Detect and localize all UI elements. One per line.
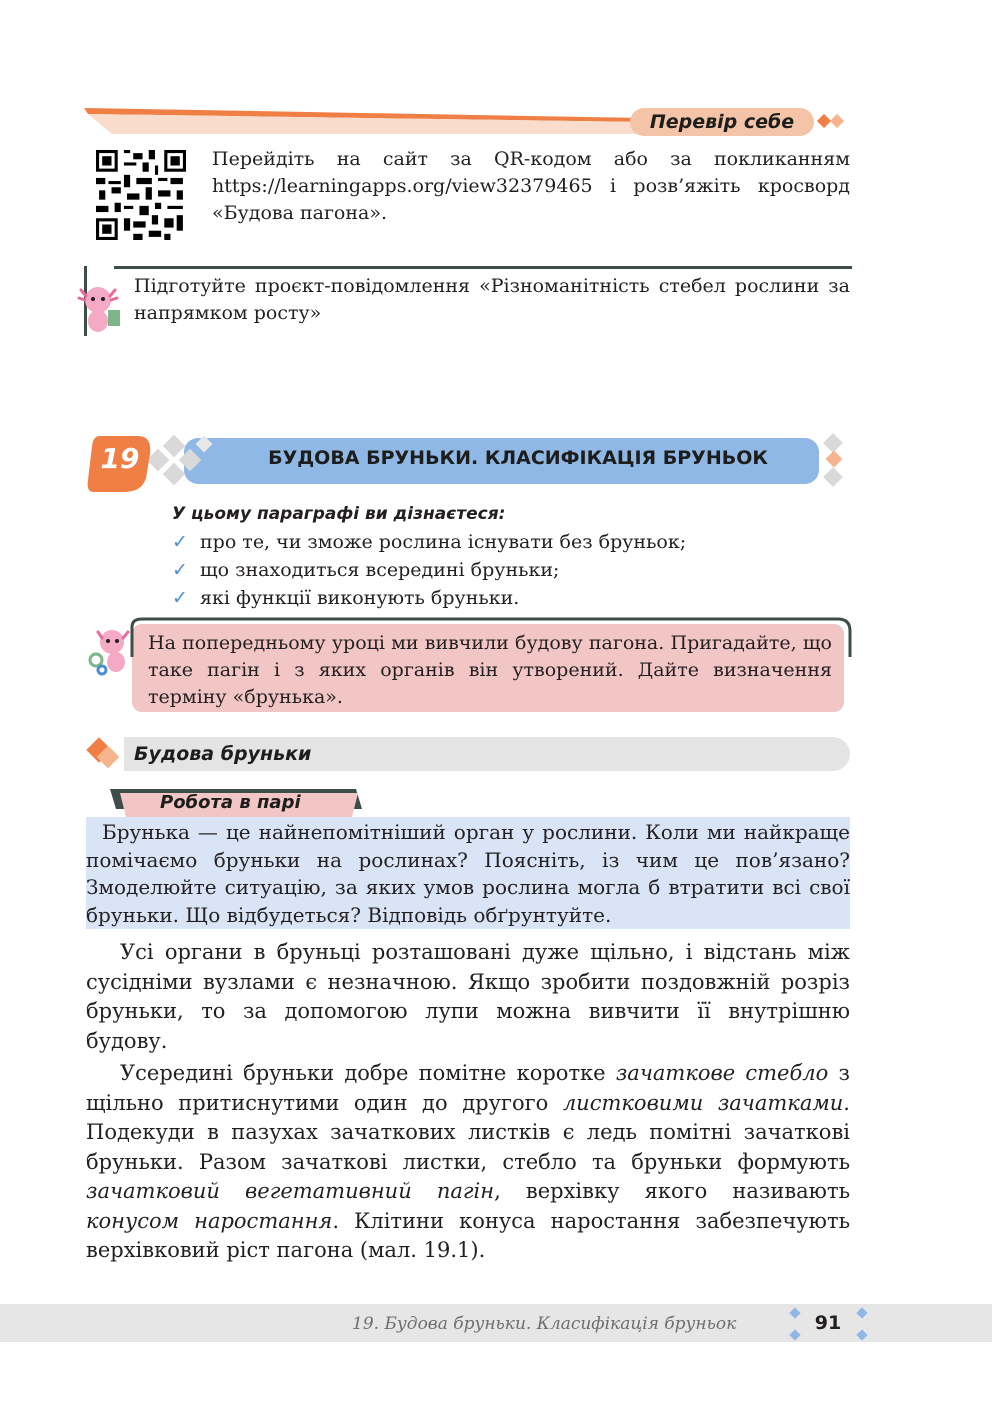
section-heading: Будова бруньки	[134, 743, 312, 765]
diamond-bullet-icon	[84, 735, 128, 775]
running-title: 19. Будова бруньки. Класифікація бруньок	[352, 1314, 737, 1334]
body-paragraph-1: Усі органи в бруньці розташовані дуже щільно, і відстань між сусідніми вузлами є незначною. Якщо зробити поздовжній розріз бруньки, то за допомогою лупи можна вивчити її внутрішню будову.	[86, 940, 850, 1053]
body-paragraph-2: Усередині бруньки добре помітне коротке зачаткове стебло з щільно притиснутими один до другого листковими зачатками. Подекуди в пазухах зачаткових листків є ледь помітні зачаткові бруньки. Разом зачаткові листки, стебло та бруньки формують зачатковий вегетативний пагін, верхівку якого називають конусом наростання. Клітини конуса наростання забезпечують верхівковий ріст пагона (мал. 19.1).	[86, 1061, 851, 1262]
learn-list	[172, 528, 686, 612]
project-task-text: Підготуйте проєкт-повідомлення «Різноманітність стебел рослини за напрямком росту»	[134, 275, 850, 324]
page-number: 91	[814, 1312, 842, 1334]
term-leaf-primordia: листковими зачатками	[562, 1090, 844, 1115]
learn-item: ✓ що знаходиться всередині бруньки;	[172, 556, 686, 584]
qr-code-icon[interactable]	[96, 150, 186, 240]
term-vegetative-shoot: зачатковий вегетативний пагін	[86, 1179, 495, 1203]
learn-item: ✓ які функції виконують бруньки.	[172, 584, 686, 612]
pair-work-label: Робота в парі	[160, 792, 301, 813]
recall-text: На попередньому уроці ми вивчили будову пагона. Пригадайте, що таке пагін і з яких органів він утворений. Дайте визначення терміну «брунька».	[148, 632, 832, 708]
check-yourself-label: Перевір себе	[630, 108, 814, 136]
axolotl-gears-icon	[86, 624, 132, 678]
learn-heading: У цьому параграфі ви дізнаєтеся:	[172, 504, 506, 524]
checkmark-icon: ✓	[172, 559, 188, 581]
checkmark-icon: ✓	[172, 531, 188, 553]
qr-instruction-text: Перейдіть на сайт за QR-кодом або за покликанням https://learningapps.org/view32379465 і розв’яжіть кросворд «Будова пагона».	[212, 148, 850, 224]
paragraph-title: БУДОВА БРУНЬКИ. КЛАСИФІКАЦІЯ БРУНЬОК	[268, 447, 768, 469]
pair-work-text: Брунька — це найнепомітніший орган у рослини. Коли ми найкраще помічаємо бруньки на рослинах? Поясніть, із чим це пов’язано? Змоделюйте ситуацію, за яких умов рослина могла б втратити всі свої бруньки. Що відбудеться? Відповідь обґрунтуйте.	[86, 820, 850, 927]
term-initial-stem: зачаткове стебло	[615, 1061, 829, 1085]
term-growth-cone: конусом наростання	[86, 1208, 333, 1233]
checkmark-icon: ✓	[172, 587, 188, 609]
paragraph-number: 19	[100, 442, 140, 475]
axolotl-mascot-icon	[76, 280, 122, 334]
learn-item: ✓ про те, чи зможе рослина існувати без бруньок;	[172, 528, 686, 556]
